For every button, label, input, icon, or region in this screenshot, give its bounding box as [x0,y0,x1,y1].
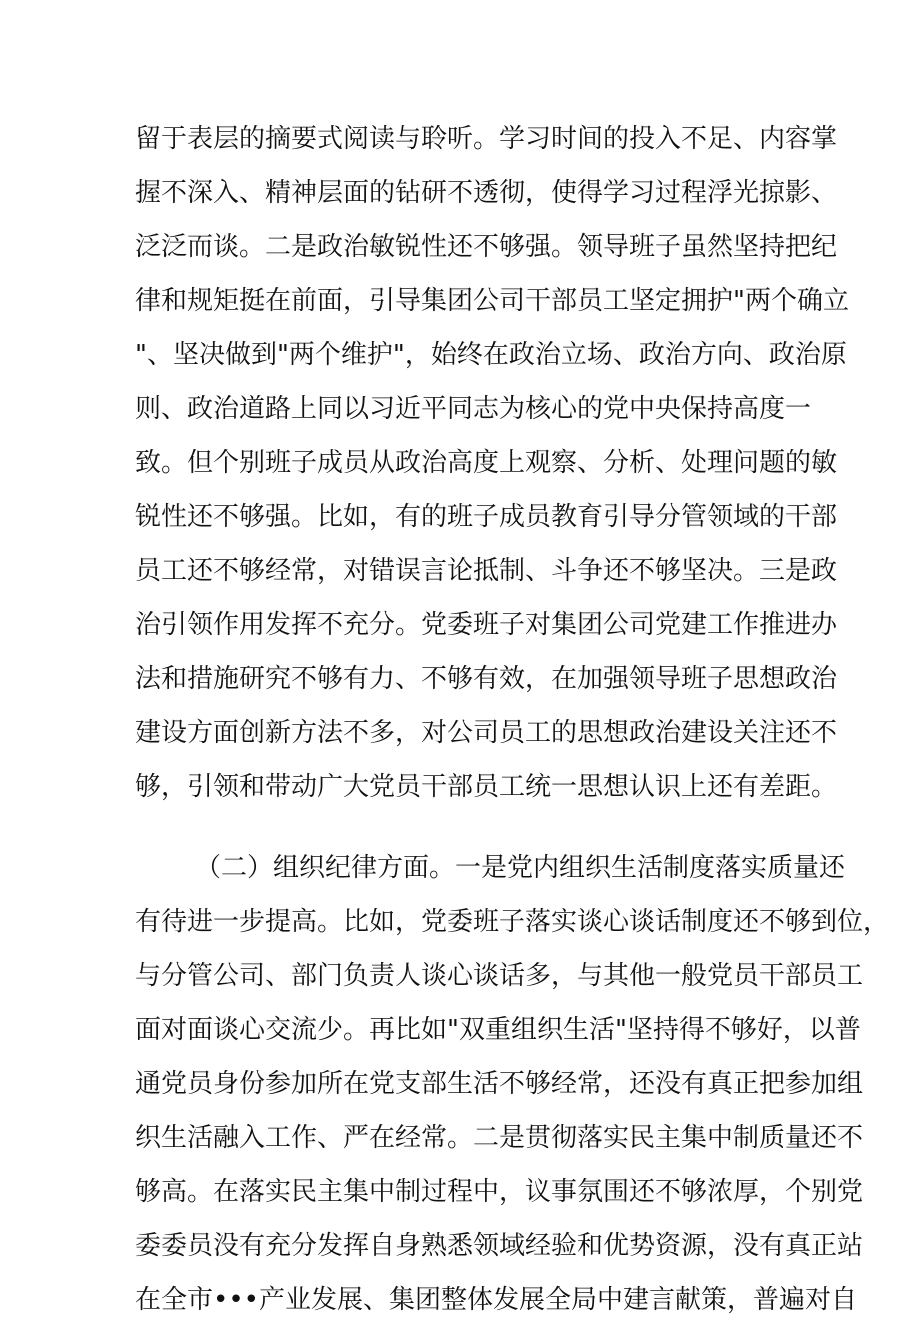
paragraph-1-line-1: 留于表层的摘要式阅读与聆听。学习时间的投入不足、内容掌 [135,124,838,154]
paragraph-1-line-2: 握不深入、精神层面的钻研不透彻，使得学习过程浮光掠影、 [135,178,838,208]
paragraph-2-line-8: 委委员没有充分发挥自身熟悉领域经验和优势资源，没有真正站 [135,1231,864,1261]
paragraph-1-line-13: 够，引领和带动广大党员干部员工统一思想认识上还有差距。 [135,772,838,802]
paragraph-1-line-4: 律和规矩挺在前面，引导集团公司干部员工坚定拥护"两个确立 [135,286,849,316]
paragraph-2-line-3: 与分管公司、部门负责人谈心谈话多，与其他一般党员干部员工 [135,961,864,991]
paragraph-1-line-9: 员工还不够经常，对错误言论抵制、斗争还不够坚决。三是政 [135,556,838,586]
document-body [135,112,890,1327]
paragraph-gap [135,814,785,841]
paragraph-1-line-11: 法和措施研究不够有力、不够有效，在加强领导班子思想政治 [135,664,838,694]
paragraph-2-line-2: 有待进一步提高。比如，党委班子落实谈心谈话制度还不够到位， [135,907,890,937]
paragraph-1-line-10: 治引领作用发挥不充分。党委班子对集团公司党建工作推进办 [135,610,838,640]
paragraph-2-line-4: 面对面谈心交流少。再比如"双重组织生活"坚持得不够好，以普 [135,1015,861,1045]
paragraph-2-line-1: （二）组织纪律方面。一是党内组织生活制度落实质量还 [195,853,846,883]
paragraph-2-line-9: 在全市•••产业发展、集团整体发展全局中建言献策，普遍对自 [135,1285,858,1315]
paragraph-2-line-5: 通党员身份参加所在党支部生活不够经常，还没有真正把参加组 [135,1069,864,1099]
paragraph-1-line-12: 建设方面创新方法不多，对公司员工的思想政治建设关注还不 [135,718,838,748]
paragraph-1-line-6: 则、政治道路上同以习近平同志为核心的党中央保持高度一 [135,394,812,424]
paragraph-1-line-8: 锐性还不够强。比如，有的班子成员教育引导分管领域的干部 [135,502,838,532]
paragraph-1-line-7: 致。但个别班子成员从政治高度上观察、分析、处理问题的敏 [135,448,838,478]
paragraph-2-line-6: 织生活融入工作、严在经常。二是贯彻落实民主集中制质量还不 [135,1123,864,1153]
paragraph-1-line-5: "、坚决做到"两个维护"，始终在政治立场、政治方向、政治原 [135,340,847,370]
paragraph-2-line-7: 够高。在落实民主集中制过程中，议事氛围还不够浓厚，个别党 [135,1177,864,1207]
paragraph-1-line-3: 泛泛而谈。二是政治敏锐性还不够强。领导班子虽然坚持把纪 [135,232,838,262]
